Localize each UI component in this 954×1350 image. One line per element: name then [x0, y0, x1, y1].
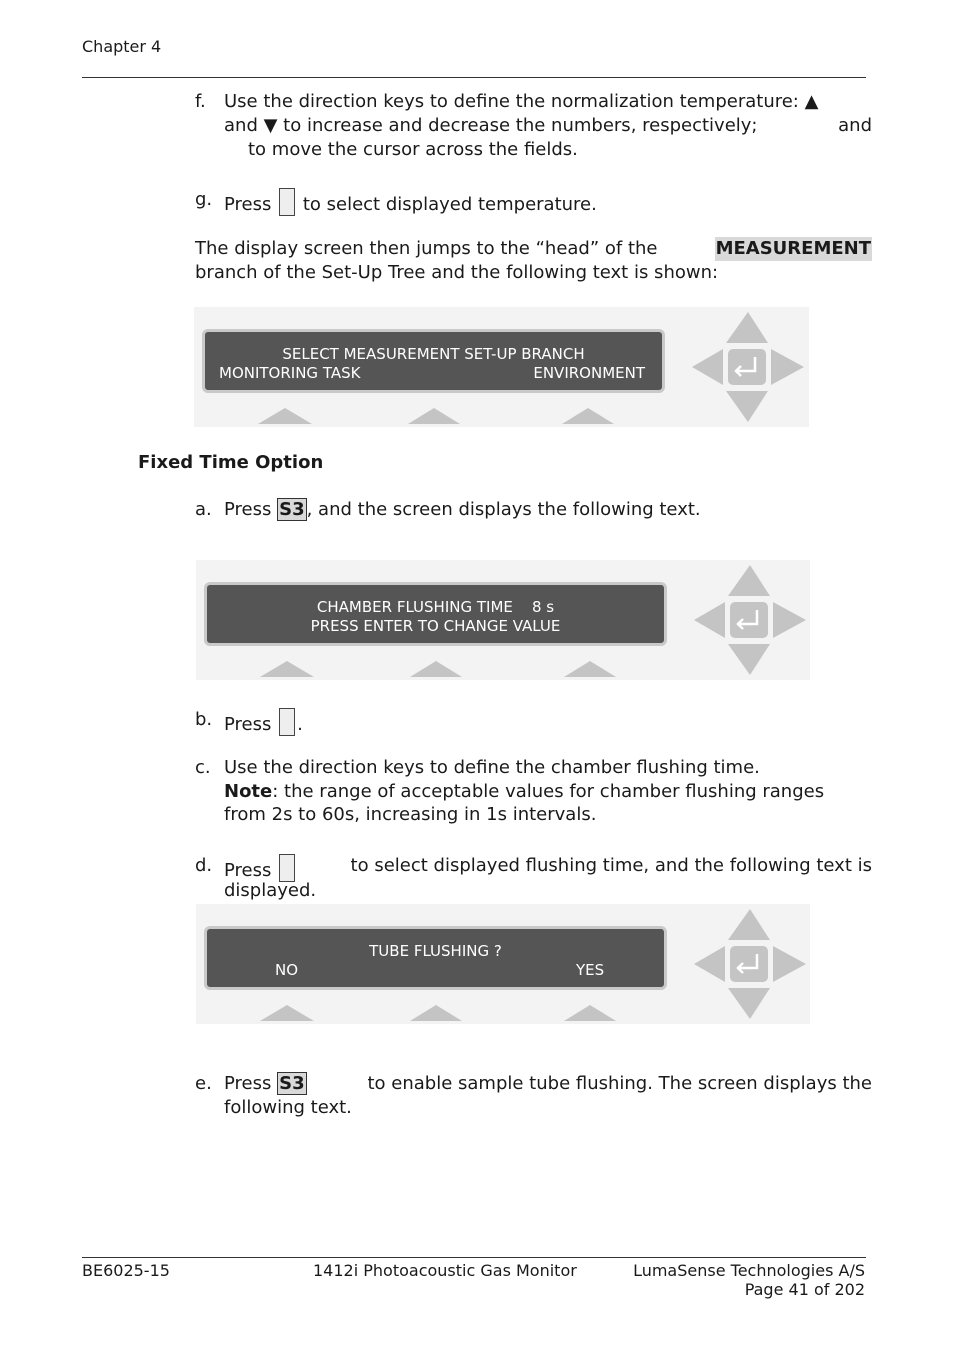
keypad-1	[691, 311, 807, 425]
step-e-line2: following text.	[224, 1097, 352, 1118]
down-arrow-key-icon	[728, 988, 770, 1019]
step-f-marker: f.	[195, 91, 206, 112]
step-e-line1	[224, 1072, 872, 1096]
step-g-marker: g.	[195, 189, 213, 210]
soft-key-2-triangle	[410, 1005, 462, 1021]
step-f-line2	[224, 114, 872, 138]
soft-key-1-triangle	[258, 408, 312, 424]
lcd2-line2: PRESS ENTER TO CHANGE VALUE	[310, 617, 561, 635]
lcd3-right-option: YES	[576, 961, 605, 979]
display-panel-3	[196, 904, 810, 1024]
step-g-press: Press	[224, 194, 272, 215]
enter-key-icon	[728, 349, 766, 385]
right-arrow-key-icon	[773, 946, 806, 982]
display-panel-1	[194, 307, 809, 427]
step-a-text: , and the screen displays the following text.	[306, 499, 701, 520]
soft-key-2-triangle	[408, 408, 460, 424]
enter-key-box	[279, 854, 295, 882]
step-a	[224, 498, 701, 522]
step-f-line2-end: and	[838, 115, 872, 136]
soft-key-3-triangle	[562, 408, 614, 424]
paragraph-line1	[195, 237, 872, 261]
right-arrow-key-icon	[771, 349, 804, 385]
keypad-3	[693, 908, 809, 1022]
footer-company: LumaSense Technologies A/S	[633, 1261, 865, 1280]
step-c-note	[224, 780, 824, 804]
step-b-period: .	[297, 714, 303, 735]
lcd1-left-option: MONITORING TASK	[219, 364, 361, 382]
lcd2-line1: CHAMBER FLUSHING TIME 8 s	[316, 598, 555, 616]
paragraph-text: The display screen then jumps to the “head” of the	[195, 238, 658, 259]
soft-key-2-triangle	[410, 661, 462, 677]
measurement-highlight: MEASUREMENT	[715, 238, 871, 259]
left-arrow-key-icon	[692, 349, 723, 385]
step-e-marker: e.	[195, 1073, 212, 1094]
step-b-press: Press	[224, 714, 272, 735]
s3-key-label: S3	[279, 1073, 305, 1094]
up-arrow-key-icon	[728, 565, 770, 596]
right-arrow-key-icon	[773, 602, 806, 638]
note-text: : the range of acceptable values for chamber flushing ranges	[272, 781, 825, 802]
down-arrow-key-icon	[728, 644, 770, 675]
step-d-text: to select displayed flushing time, and the following text is	[350, 855, 872, 876]
step-e-press: Press	[224, 1073, 272, 1094]
step-c-line3: from 2s to 60s, increasing in 1s intervals.	[224, 804, 597, 825]
soft-key-1-triangle	[260, 661, 314, 677]
step-d-line2: displayed.	[224, 880, 317, 901]
section-heading: Fixed Time Option	[138, 452, 324, 473]
step-f-line1: Use the direction keys to define the normalization temperature: ▲	[224, 91, 819, 112]
step-a-marker: a.	[195, 499, 212, 520]
note-label: Note	[224, 781, 273, 802]
enter-key-icon	[730, 602, 768, 638]
soft-key-3-triangle	[564, 1005, 616, 1021]
display-panel-2	[196, 560, 810, 680]
enter-key-box	[279, 708, 295, 736]
step-d-press: Press	[224, 860, 272, 881]
step-f-line2-text: and ▼ to increase and decrease the numbers, respectively;	[224, 115, 758, 136]
up-arrow-key-icon	[728, 909, 770, 940]
step-f-line3: to move the cursor across the fields.	[248, 139, 578, 160]
keypad-2	[693, 564, 809, 678]
footer-doc-id: BE6025-15	[82, 1261, 170, 1280]
step-e-text: to enable sample tube flushing. The screen displays the	[367, 1073, 872, 1094]
lcd3-left-option: NO	[275, 961, 299, 979]
step-a-press: Press	[224, 499, 272, 520]
footer-product: 1412i Photoacoustic Gas Monitor	[313, 1261, 577, 1280]
left-arrow-key-icon	[694, 946, 725, 982]
step-e-press-group	[224, 1072, 307, 1096]
soft-key-3-triangle	[564, 661, 616, 677]
step-b	[224, 708, 303, 737]
paragraph-line2: branch of the Set-Up Tree and the following text is shown:	[195, 262, 719, 283]
enter-key-icon	[730, 946, 768, 982]
lcd1-right-option: ENVIRONMENT	[533, 364, 645, 382]
lcd3-line1: TUBE FLUSHING ?	[369, 942, 502, 960]
up-arrow-key-icon	[726, 312, 768, 343]
step-c-marker: c.	[195, 757, 211, 778]
step-d-line1	[224, 854, 872, 883]
lcd1-line1: SELECT MEASUREMENT SET-UP BRANCH	[282, 345, 585, 363]
s3-key-label: S3	[279, 499, 305, 520]
chapter-header: Chapter 4	[82, 37, 162, 56]
soft-key-1-triangle	[260, 1005, 314, 1021]
header-rule	[82, 77, 866, 78]
down-arrow-key-icon	[726, 391, 768, 422]
step-b-marker: b.	[195, 709, 213, 730]
left-arrow-key-icon	[694, 602, 725, 638]
footer-page-number: Page 41 of 202	[744, 1280, 865, 1299]
enter-key-box	[279, 188, 295, 216]
step-c-line1: Use the direction keys to define the chamber flushing time.	[224, 757, 760, 778]
step-g-text: to select displayed temperature.	[302, 194, 597, 215]
step-g	[224, 188, 597, 217]
step-d-marker: d.	[195, 855, 213, 876]
footer-rule	[82, 1257, 866, 1258]
